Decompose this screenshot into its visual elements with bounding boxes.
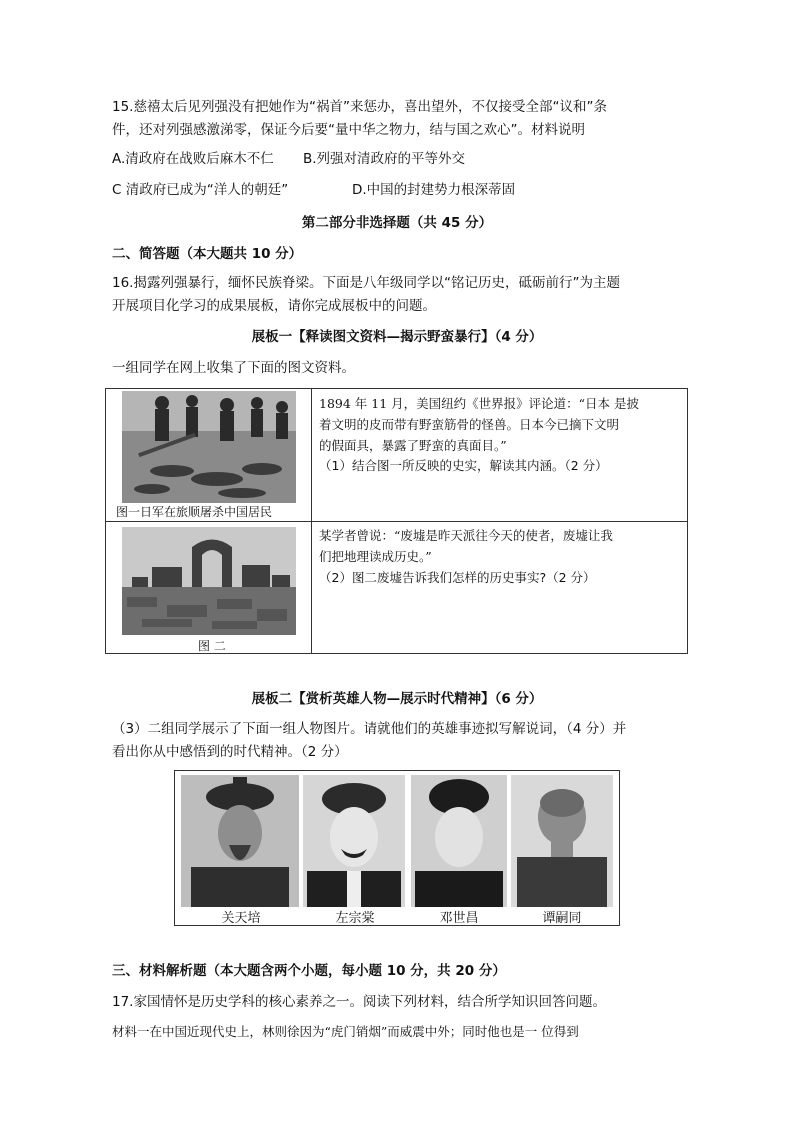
q3-line2: 看出你从中感悟到的时代精神。（2 分） bbox=[112, 744, 348, 760]
material-table bbox=[105, 388, 688, 654]
q15-option-c: C 清政府已成为“洋人的朝廷” bbox=[112, 182, 289, 198]
portrait-3 bbox=[411, 775, 507, 907]
q16-line1: 16.揭露列强暴行，缅怀民族脊梁。下面是八年级同学以“铭记历史，砥砺前行”为主题 bbox=[112, 275, 620, 291]
q15-option-d: D.中国的封建势力根深蒂固 bbox=[352, 182, 516, 198]
figure1-caption: 图一日军在旅顺屠杀中国居民 bbox=[116, 505, 273, 519]
portrait-1 bbox=[181, 775, 299, 907]
q15-option-a: A.清政府在战败后麻木不仁 bbox=[112, 151, 274, 167]
q17-material1: 材料一在中国近现代史上，林则徐因为“虎门销烟”而威震中外；同时他也是一 位得到 bbox=[112, 1024, 579, 1039]
q16-line2: 开展项目化学习的成果展板，请你完成展板中的问题。 bbox=[112, 298, 436, 314]
row2-text-line2: 们把地理读成历史。” bbox=[319, 549, 432, 564]
hero-portraits bbox=[174, 770, 620, 926]
figure1-photo bbox=[122, 391, 296, 503]
table-divider-horizontal bbox=[106, 521, 687, 522]
portrait-name-4: 谭嗣同 bbox=[542, 911, 582, 926]
row1-question: （1）结合图一所反映的史实，解读其内涵。（2 分） bbox=[319, 458, 608, 473]
q3-line1: （3）二组同学展示了下面一组人物图片。请就他们的英雄事迹拟写解说词，（4 分）并 bbox=[112, 721, 627, 737]
part2-title: 第二部分非选择题（共 45 分） bbox=[301, 215, 493, 231]
portrait-1-image bbox=[181, 775, 299, 907]
portrait-4-image bbox=[511, 775, 613, 907]
figure2-image bbox=[122, 527, 296, 635]
row1-text-line2: 着文明的皮而带有野蛮筋骨的怪兽。日本今已摘下文明 bbox=[319, 417, 620, 432]
portrait-2 bbox=[303, 775, 405, 907]
figure1-image bbox=[122, 391, 296, 503]
portrait-3-image bbox=[411, 775, 507, 907]
panel1-intro: 一组同学在网上收集了下面的图文资料。 bbox=[112, 360, 355, 376]
q15-option-b: B.列强对清政府的平等外交 bbox=[303, 151, 466, 167]
row2-question: （2）图二废墟告诉我们怎样的历史事实?（2 分） bbox=[319, 570, 596, 585]
row1-text-line3: 的假面具，暴露了野蛮的真面目。” bbox=[319, 438, 507, 453]
row1-text-line1: 1894 年 11 月，美国纽约《世界报》评论道：“日本 是披 bbox=[319, 396, 640, 411]
section3-title: 三、材料解析题（本大题含两个小题，每小题 10 分，共 20 分） bbox=[112, 963, 506, 979]
q17-line1: 17.家国情怀是历史学科的核心素养之一。阅读下列材料，结合所学知识回答问题。 bbox=[112, 994, 606, 1010]
q15-line2: 件，还对列强感激涕零，保证今后要“量中华之物力，结与国之欢心”。材料说明 bbox=[112, 122, 585, 138]
portrait-name-1: 关天培 bbox=[221, 911, 261, 926]
panel1-title: 展板一【释读图文资料—揭示野蛮暴行】（4 分） bbox=[251, 329, 543, 345]
portrait-name-3: 邓世昌 bbox=[439, 911, 479, 926]
portrait-4 bbox=[511, 775, 613, 907]
portrait-2-image bbox=[303, 775, 405, 907]
figure2-caption: 图 二 bbox=[198, 639, 226, 653]
figure2-photo bbox=[122, 527, 296, 635]
portrait-name-2: 左宗棠 bbox=[335, 911, 375, 926]
row2-text-line1: 某学者曾说：“废墟是昨天派往今天的使者，废墟让我 bbox=[319, 528, 613, 543]
panel2-title: 展板二【赏析英雄人物—展示时代精神】（6 分） bbox=[251, 691, 543, 707]
section2-title: 二、简答题（本大题共 10 分） bbox=[112, 246, 303, 262]
q15-line1: 15.慈禧太后见列强没有把她作为“祸首”来惩办，喜出望外，不仅接受全部“议和”条 bbox=[112, 99, 607, 115]
